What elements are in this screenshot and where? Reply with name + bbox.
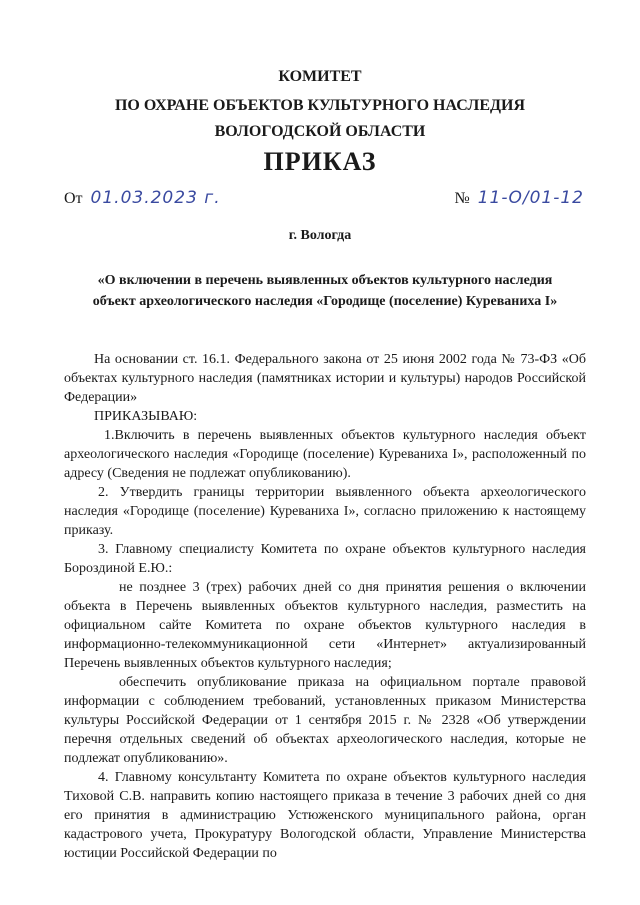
- order-item-3b: обеспечить опубликование приказа на официальном портале правовой информации с соблюдением требований, установленных приказом Министерства культуры Российской Федерации от 1 сентября 2015 г. № 2328 «Об утверждении перечня отдельных сведений об объектах археологического наследия, которые не подлежат опубликованию».: [64, 675, 586, 766]
- date-field: [64, 188, 221, 208]
- order-item-1: 1.Включить в перечень выявленных объектов культурного наследия объект археологического наследия «Городище (поселение) Куреваниха I», расположенный по адресу (Сведения не подлежат опубликованию).: [64, 428, 586, 481]
- committee-title: КОМИТЕТ: [278, 68, 362, 85]
- order-item-3: 3. Главному специалисту Комитета по охране объектов культурного наследия Бороздиной Е.Ю.:: [64, 542, 586, 576]
- committee-region: ВОЛОГОДСКОЙ ОБЛАСТИ: [214, 123, 426, 140]
- order-subject: «О включении в перечень выявленных объектов культурного наследия объект археологического наследия «Городище (поселение) Куреваниха I»: [92, 273, 558, 309]
- date-number-row: [64, 188, 584, 214]
- handwritten-date: 01.03.2023 г.: [90, 188, 221, 208]
- date-prefix: От: [64, 190, 83, 207]
- handwritten-number: 11-О/01-12: [477, 188, 584, 208]
- order-item-4: 4. Главному консультанту Комитета по охране объектов культурного наследия Тиховой С.В. направить копию настоящего приказа в течение 3 рабочих дней со дня его принятия в администрацию Устюженского муниципального района, орган кадастрового учета, Прокуратуру Вологодской области, Управление Министерства юстиции Российской Федерации по: [64, 770, 586, 861]
- city: г. Вологда: [288, 228, 352, 243]
- order-item-2: 2. Утвердить границы территории выявленного объекта археологического наследия «Городище (поселение) Куреваниха I», согласно приложению к настоящему приказу.: [64, 485, 586, 538]
- order-word: [64, 407, 586, 426]
- basis-paragraph: На основании ст. 16.1. Федерального закона от 25 июня 2002 года № 73-ФЗ «Об объектах культурного наследия (памятниках истории и культуры) народов Российской Федерации»: [64, 352, 586, 405]
- number-field: [454, 188, 584, 208]
- order-body: [64, 350, 586, 863]
- document-type: ПРИКАЗ: [263, 147, 377, 176]
- committee-subtitle: ПО ОХРАНЕ ОБЪЕКТОВ КУЛЬТУРНОГО НАСЛЕДИЯ: [114, 97, 526, 114]
- order-item-3a: не позднее 3 (трех) рабочих дней со дня принятия решения о включении объекта в Перечень выявленных объектов культурного наследия, разместить на официальном сайте Комитета по охране объектов культурного наследия в информационно-телекоммуникационной сети «Интернет» актуализированный Перечень выявленных объектов культурного наследия;: [64, 580, 586, 671]
- order-word-text: ПРИКАЗЫВАЮ:: [94, 409, 198, 424]
- number-prefix: №: [454, 190, 470, 207]
